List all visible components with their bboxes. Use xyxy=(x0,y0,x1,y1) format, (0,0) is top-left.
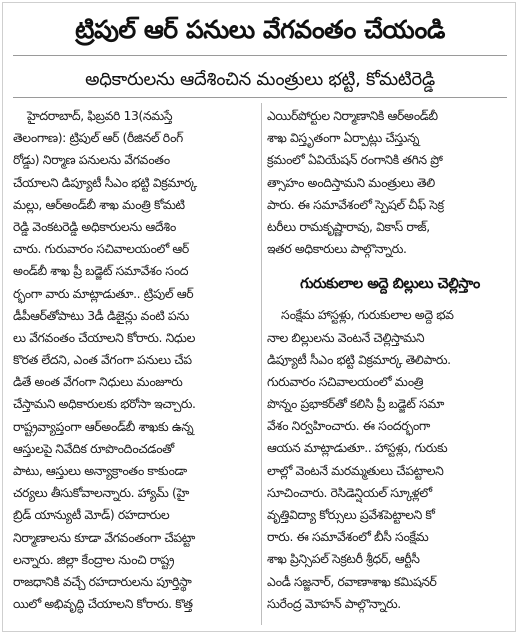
article-text-line: ఆస్తులపై నివేదిక రూపొందించడంతో xyxy=(13,440,174,456)
article-text-line: సూచించారు. రెసిడెన్షియల్ స్కూళ్లలో xyxy=(267,484,432,500)
article-text-line: రాజధానికి వచ్చే రహదారులను పూర్తిస్థా xyxy=(13,573,192,589)
article-text-line: రాష్ట్రవ్యాప్తంగా ఆర్‌అండ్‌బీ శాఖకు ఉన్న xyxy=(13,418,194,434)
article-text-line: డితే అంత వేగంగా నిధులు మంజూరు xyxy=(13,374,183,390)
right-column-subheading: గురుకులాల అద్దె బిల్లులు చెల్లిస్తాం xyxy=(300,276,480,293)
article-text-line: వేశం నిర్వహించారు. ఈ సందర్భంగా xyxy=(267,418,430,434)
article-text-line: బ్రిడ్ యాన్యుటీ మోడ్) రహదారుల xyxy=(13,507,170,523)
article-text-line: పారు. ఈ సమావేశంలో స్పెషల్ చీఫ్ సెక్ర xyxy=(267,196,444,212)
article-text-line: రోడ్డు) నిర్మాణ పనులను వేగవంతం xyxy=(13,152,170,168)
article-text-line: మల్లు, ఆర్‌అండ్‌బీ శాఖ మంత్రి కోమటి xyxy=(13,196,185,212)
article-text-line: ఇతర అధికారులు పాల్గొన్నారు. xyxy=(267,241,407,257)
article-text-line: నాల బిల్లులను వెంటనే చెల్లిస్తామని xyxy=(267,329,425,345)
article-text-line: లాల్లో వెంటనే మరమ్మతులు చేపట్టాలని xyxy=(267,462,444,478)
article-text-line: యిలో అభివృద్ధి చేయాలని కోరారు. కొత్త xyxy=(13,596,193,612)
right-column-top-text xyxy=(267,105,513,260)
subheadline-divider xyxy=(13,97,507,98)
article-text-line: రెడ్డి వెంకటరెడ్డి అధికారులను ఆదేశిం xyxy=(13,218,176,234)
article-text-line: డీపీఆర్‌తోపాటు 3డీ డిజైన్లు వంటి పను xyxy=(13,307,189,323)
article-text-line: లు వేగవంతం చేయాలని కోరారు. నిధుల xyxy=(13,329,195,345)
article-text-line: హైదరాబాద్, ఫిబ్రవరి 13(నమస్తే xyxy=(27,108,173,123)
article-text-line: ఆయన మాట్లాడుతూ.. హాస్టళ్లు, గురుకు xyxy=(267,440,448,456)
article-text-line: డిప్యూటీ సీఎం భట్టి విక్రమార్క తెలిపారు. xyxy=(267,351,451,367)
article-text-line: క్రమంలో ఏవియేషన్ రంగానికి తగిన ప్రో xyxy=(267,152,443,168)
newspaper-clipping xyxy=(2,2,516,632)
article-text-line: చారు. గురువారం సచివాలయంలో ఆర్ xyxy=(13,241,189,257)
article-left-column xyxy=(13,105,259,615)
article-text-line: శాఖ విస్తృతంగా ఏర్పాట్లు చేస్తున్న xyxy=(267,130,420,146)
article-text-line: పాటు, ఆస్తులు అన్యాక్రాంతం కాకుండా xyxy=(13,463,187,478)
article-text-line: రారు. ఈ సమావేశంలో బీసీ సంక్షేమ xyxy=(267,529,429,545)
article-text-line: సురేంద్ర మోహన్ పాల్గొన్నారు. xyxy=(267,595,401,611)
article-text-line: టరీలు రామకృష్ణారావు, వికాస్ రాజ్, xyxy=(267,218,430,234)
article-text-line: ఎండీ సజ్జనార్, రవాణాశాఖ కమిషనర్ xyxy=(267,573,437,589)
article-text-line: లన్నారు. జిల్లా కేంద్రాల నుంచి రాష్ట్ర xyxy=(13,551,175,567)
subheadline: అధికారులను ఆదేశించిన మంత్రులు భట్టి, కోమటిరెడ్డి xyxy=(85,69,435,90)
headline-divider xyxy=(13,55,507,56)
article-right-column xyxy=(267,105,513,615)
article-text-line: చేస్తామని అధికారులకు భరోసా ఇచ్చారు. xyxy=(13,396,196,412)
article-text-line: చర్యలు తీసుకోవాలన్నారు. హ్యామ్ (హై xyxy=(13,485,189,501)
article-text-line: తెలంగాణ): ట్రిపుల్ ఆర్ (రీజినల్ రింగ్ xyxy=(13,130,183,146)
headline: ట్రిపుల్ ఆర్ పనులు వేగవంతం చేయండి xyxy=(75,15,445,44)
article-text-line: పొన్నం ప్రభాకర్‌తో కలిసి ప్రీ బడ్జెట్ సమా xyxy=(267,396,444,412)
article-text-line: గురువారం సచివాలయంలో మంత్రి xyxy=(267,373,424,389)
article-text-line: సంక్షేమ హాస్టళ్లు, గురుకులాల అద్దె భవ xyxy=(281,307,454,323)
article-text-line: అండ్‌బీ శాఖ ప్రీ బడ్జెట్ సమావేశం సంద xyxy=(13,263,189,279)
article-text-line: శాఖ ప్రిన్సిపల్ సెక్రటరీ శ్రీధర్, ఆర్టీసీ xyxy=(267,551,420,567)
article-text-line: నిర్మాణాలను కూడా వేగవంతంగా చేపట్టా xyxy=(13,529,195,545)
article-text-line: చేయాలని డిప్యూటీ సీఎం భట్టి విక్రమార్క xyxy=(13,174,197,190)
column-divider xyxy=(261,103,262,625)
article-text-line: కొరత లేదని, ఎంత వేగంగా పనులు చేప xyxy=(13,352,192,368)
article-text-line: త్సాహం అందిస్తామని మంత్రులు తెలి xyxy=(267,174,435,190)
article-text-line: ఎయిర్‌పోర్టుల నిర్మాణానికి ఆర్‌అండ్‌బీ xyxy=(267,108,438,123)
article-text-line: ర్భంగా వారు మాట్లాడుతూ.. ట్రిపుల్ ఆర్ xyxy=(13,285,194,301)
article-text-line: వృత్తివిద్యా కోర్సులు ప్రవేశపెట్టాలని కో xyxy=(267,507,435,522)
right-column-bottom-text xyxy=(267,304,513,615)
